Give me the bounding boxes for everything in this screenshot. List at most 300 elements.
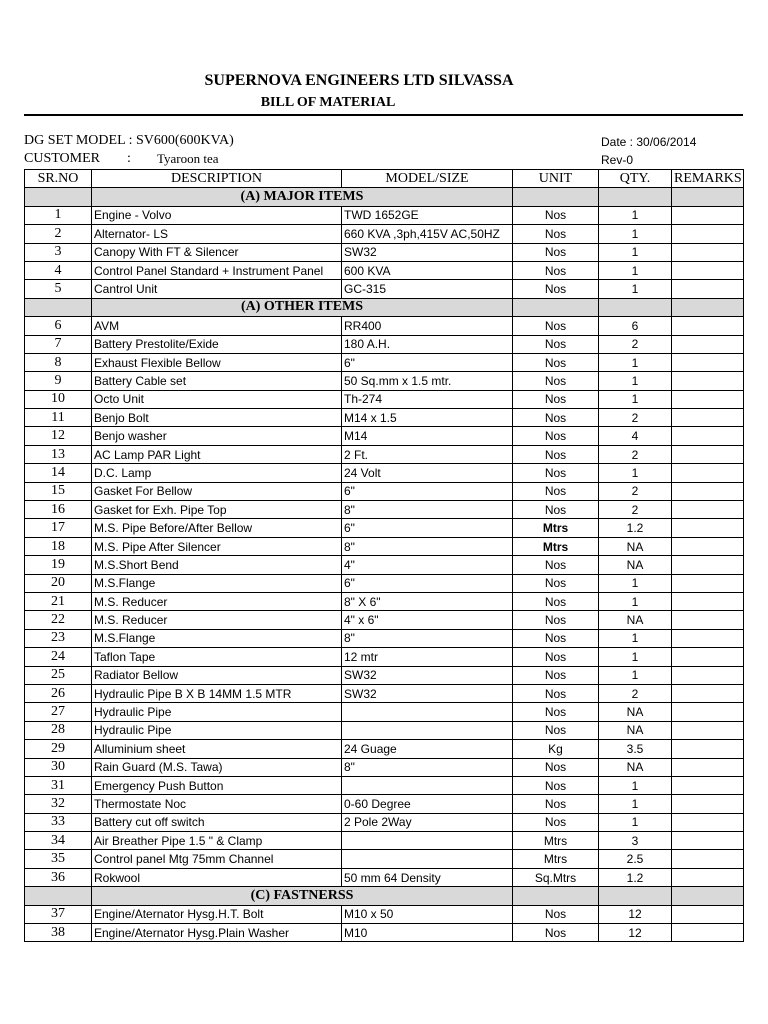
cell-remarks xyxy=(672,574,744,592)
cell-qty: NA xyxy=(599,758,672,776)
cell-srno: 33 xyxy=(25,813,92,831)
section-title: (C) FASTNERSS xyxy=(92,887,513,905)
cell-model-size: Th-274 xyxy=(342,390,513,408)
cell-model-size: M14 xyxy=(342,427,513,445)
cell-qty: 1 xyxy=(599,206,672,224)
cell-description: Benjo Bolt xyxy=(92,409,342,427)
cell-qty: 1 xyxy=(599,261,672,279)
cell-unit: Nos xyxy=(513,684,599,702)
cell-srno: 36 xyxy=(25,868,92,886)
section-srno-cell xyxy=(25,887,92,905)
cell-unit: Nos xyxy=(513,592,599,610)
cell-qty: 2.5 xyxy=(599,850,672,868)
cell-unit: Nos xyxy=(513,574,599,592)
cell-description: M.S.Short Bend xyxy=(92,556,342,574)
customer-line xyxy=(24,151,219,167)
cell-unit: Mtrs xyxy=(513,832,599,850)
cell-model-size: 6" xyxy=(342,353,513,371)
cell-description: Gasket for Exh. Pipe Top xyxy=(92,501,342,519)
cell-model-size xyxy=(342,776,513,794)
section-header-row xyxy=(25,188,744,206)
table-row xyxy=(25,519,744,537)
cell-remarks xyxy=(672,556,744,574)
table-row xyxy=(25,206,744,224)
cell-srno: 10 xyxy=(25,390,92,408)
cell-qty: 1.2 xyxy=(599,519,672,537)
cell-model-size xyxy=(342,721,513,739)
cell-qty: 1 xyxy=(599,629,672,647)
cell-model-size: 8" xyxy=(342,537,513,555)
cell-unit: Nos xyxy=(513,427,599,445)
cell-model-size: M10 x 50 xyxy=(342,905,513,923)
cell-qty: 2 xyxy=(599,482,672,500)
column-header-unit: UNIT xyxy=(513,170,599,188)
cell-model-size: 8" xyxy=(342,758,513,776)
section-srno-cell xyxy=(25,188,92,206)
cell-description: Rain Guard (M.S. Tawa) xyxy=(92,758,342,776)
cell-unit: Nos xyxy=(513,666,599,684)
cell-srno: 3 xyxy=(25,243,92,261)
cell-qty: NA xyxy=(599,721,672,739)
section-filler-cell xyxy=(513,887,599,905)
cell-unit: Nos xyxy=(513,703,599,721)
cell-srno: 11 xyxy=(25,409,92,427)
table-row xyxy=(25,776,744,794)
table-row xyxy=(25,335,744,353)
cell-qty: 1 xyxy=(599,372,672,390)
table-row xyxy=(25,666,744,684)
cell-srno: 38 xyxy=(25,924,92,942)
cell-qty: 1 xyxy=(599,225,672,243)
cell-model-size: RR400 xyxy=(342,317,513,335)
bill-of-material-table xyxy=(24,169,744,942)
cell-qty: 1 xyxy=(599,353,672,371)
cell-description: Emergency Push Button xyxy=(92,776,342,794)
cell-description: Alternator- LS xyxy=(92,225,342,243)
cell-description: Battery cut off switch xyxy=(92,813,342,831)
dg-set-model: DG SET MODEL : SV600(600KVA) xyxy=(24,133,234,148)
cell-unit: Nos xyxy=(513,482,599,500)
cell-remarks xyxy=(672,501,744,519)
cell-description: M.S. Pipe After Silencer xyxy=(92,537,342,555)
cell-remarks xyxy=(672,464,744,482)
cell-model-size xyxy=(342,850,513,868)
cell-description: Rokwool xyxy=(92,868,342,886)
cell-model-size: SW32 xyxy=(342,666,513,684)
section-srno-cell xyxy=(25,298,92,316)
cell-description: Air Breather Pipe 1.5 " & Clamp xyxy=(92,832,342,850)
cell-remarks xyxy=(672,372,744,390)
cell-description: Gasket For Bellow xyxy=(92,482,342,500)
column-header-srno: SR.NO xyxy=(25,170,92,188)
table-row xyxy=(25,611,744,629)
cell-qty: NA xyxy=(599,537,672,555)
cell-description: Alluminium sheet xyxy=(92,740,342,758)
cell-description: Battery Cable set xyxy=(92,372,342,390)
cell-remarks xyxy=(672,648,744,666)
cell-srno: 25 xyxy=(25,666,92,684)
cell-model-size: 4" x 6" xyxy=(342,611,513,629)
table-row xyxy=(25,905,744,923)
cell-remarks xyxy=(672,832,744,850)
table-row xyxy=(25,427,744,445)
cell-remarks xyxy=(672,666,744,684)
company-name: SUPERNOVA ENGINEERS LTD SILVASSA xyxy=(204,72,514,89)
cell-unit: Nos xyxy=(513,280,599,298)
table-row xyxy=(25,721,744,739)
document-date: Date : 30/06/2014 xyxy=(601,135,697,149)
cell-remarks xyxy=(672,850,744,868)
cell-unit: Nos xyxy=(513,905,599,923)
cell-qty: 1 xyxy=(599,464,672,482)
cell-remarks xyxy=(672,206,744,224)
table-row xyxy=(25,390,744,408)
cell-unit: Nos xyxy=(513,501,599,519)
cell-model-size: 180 A.H. xyxy=(342,335,513,353)
table-row xyxy=(25,317,744,335)
cell-model-size: M14 x 1.5 xyxy=(342,409,513,427)
cell-description: M.S. Pipe Before/After Bellow xyxy=(92,519,342,537)
section-filler-cell xyxy=(513,298,599,316)
cell-remarks xyxy=(672,703,744,721)
cell-description: M.S.Flange xyxy=(92,574,342,592)
cell-qty: 1 xyxy=(599,280,672,298)
cell-qty: 1 xyxy=(599,243,672,261)
cell-srno: 7 xyxy=(25,335,92,353)
cell-srno: 19 xyxy=(25,556,92,574)
section-filler-cell xyxy=(599,188,672,206)
section-filler-cell xyxy=(672,887,744,905)
cell-remarks xyxy=(672,482,744,500)
cell-srno: 37 xyxy=(25,905,92,923)
cell-description: M.S.Flange xyxy=(92,629,342,647)
cell-remarks xyxy=(672,684,744,702)
cell-srno: 31 xyxy=(25,776,92,794)
table-row xyxy=(25,832,744,850)
cell-srno: 4 xyxy=(25,261,92,279)
cell-srno: 18 xyxy=(25,537,92,555)
cell-srno: 30 xyxy=(25,758,92,776)
cell-qty: 12 xyxy=(599,924,672,942)
cell-unit: Nos xyxy=(513,409,599,427)
cell-qty: 12 xyxy=(599,905,672,923)
cell-model-size: 24 Volt xyxy=(342,464,513,482)
cell-description: Radiator Bellow xyxy=(92,666,342,684)
cell-qty: 1 xyxy=(599,390,672,408)
table-row xyxy=(25,758,744,776)
table-row xyxy=(25,556,744,574)
cell-unit: Nos xyxy=(513,556,599,574)
cell-description: Benjo washer xyxy=(92,427,342,445)
cell-srno: 8 xyxy=(25,353,92,371)
cell-srno: 28 xyxy=(25,721,92,739)
cell-srno: 16 xyxy=(25,501,92,519)
cell-srno: 13 xyxy=(25,445,92,463)
cell-model-size: 2 Pole 2Way xyxy=(342,813,513,831)
section-filler-cell xyxy=(672,298,744,316)
table-row xyxy=(25,740,744,758)
cell-remarks xyxy=(672,519,744,537)
cell-model-size: 660 KVA ,3ph,415V AC,50HZ xyxy=(342,225,513,243)
cell-unit: Nos xyxy=(513,317,599,335)
cell-description: Control Panel Standard + Instrument Panel xyxy=(92,261,342,279)
cell-unit: Nos xyxy=(513,243,599,261)
cell-unit: Nos xyxy=(513,758,599,776)
cell-qty: 2 xyxy=(599,335,672,353)
cell-model-size: TWD 1652GE xyxy=(342,206,513,224)
cell-model-size: SW32 xyxy=(342,243,513,261)
cell-srno: 20 xyxy=(25,574,92,592)
cell-remarks xyxy=(672,225,744,243)
cell-qty: 1 xyxy=(599,592,672,610)
table-row xyxy=(25,703,744,721)
table-row xyxy=(25,280,744,298)
cell-qty: 6 xyxy=(599,317,672,335)
cell-model-size xyxy=(342,703,513,721)
section-filler-cell xyxy=(513,188,599,206)
cell-unit: Nos xyxy=(513,206,599,224)
cell-model-size: 6" xyxy=(342,574,513,592)
cell-unit: Nos xyxy=(513,445,599,463)
cell-model-size: 24 Guage xyxy=(342,740,513,758)
cell-description: Engine/Aternator Hysg.Plain Washer xyxy=(92,924,342,942)
cell-description: D.C. Lamp xyxy=(92,464,342,482)
cell-remarks xyxy=(672,740,744,758)
cell-unit: Nos xyxy=(513,813,599,831)
cell-qty: 1 xyxy=(599,776,672,794)
cell-unit: Nos xyxy=(513,776,599,794)
table-row xyxy=(25,574,744,592)
cell-qty: 2 xyxy=(599,409,672,427)
section-filler-cell xyxy=(672,188,744,206)
cell-model-size: 8" xyxy=(342,629,513,647)
cell-model-size: GC-315 xyxy=(342,280,513,298)
table-row xyxy=(25,592,744,610)
cell-model-size: M10 xyxy=(342,924,513,942)
cell-srno: 17 xyxy=(25,519,92,537)
cell-qty: 2 xyxy=(599,501,672,519)
table-row xyxy=(25,225,744,243)
cell-unit: Nos xyxy=(513,335,599,353)
cell-model-size: 8" xyxy=(342,501,513,519)
cell-srno: 6 xyxy=(25,317,92,335)
table-row xyxy=(25,850,744,868)
customer-value: Tyaroon tea xyxy=(157,151,219,166)
cell-unit: Mtrs xyxy=(513,850,599,868)
cell-remarks xyxy=(672,611,744,629)
cell-qty: NA xyxy=(599,703,672,721)
cell-description: Hydraulic Pipe xyxy=(92,721,342,739)
cell-srno: 34 xyxy=(25,832,92,850)
cell-description: Control panel Mtg 75mm Channel xyxy=(92,850,342,868)
document-title: BILL OF MATERIAL xyxy=(260,95,396,110)
cell-srno: 21 xyxy=(25,592,92,610)
cell-description: Hydraulic Pipe xyxy=(92,703,342,721)
customer-separator: : xyxy=(127,151,131,166)
cell-model-size: 0-60 Degree xyxy=(342,795,513,813)
cell-model-size: 50 mm 64 Density xyxy=(342,868,513,886)
table-row xyxy=(25,684,744,702)
cell-remarks xyxy=(672,905,744,923)
cell-qty: 1 xyxy=(599,795,672,813)
column-header-description: DESCRIPTION xyxy=(92,170,342,188)
table-row xyxy=(25,795,744,813)
cell-srno: 24 xyxy=(25,648,92,666)
cell-srno: 15 xyxy=(25,482,92,500)
table-row xyxy=(25,261,744,279)
cell-qty: 1.2 xyxy=(599,868,672,886)
cell-unit: Nos xyxy=(513,629,599,647)
table-row xyxy=(25,445,744,463)
cell-qty: 2 xyxy=(599,445,672,463)
cell-model-size: 600 KVA xyxy=(342,261,513,279)
cell-unit: Nos xyxy=(513,611,599,629)
cell-model-size: SW32 xyxy=(342,684,513,702)
table-body xyxy=(25,188,744,942)
column-header-qty: QTY. xyxy=(599,170,672,188)
customer-label: CUSTOMER xyxy=(24,151,100,166)
cell-srno: 22 xyxy=(25,611,92,629)
cell-description: Battery Prestolite/Exide xyxy=(92,335,342,353)
cell-model-size: 50 Sq.mm x 1.5 mtr. xyxy=(342,372,513,390)
cell-model-size: 2 Ft. xyxy=(342,445,513,463)
cell-model-size: 6" xyxy=(342,482,513,500)
cell-remarks xyxy=(672,390,744,408)
cell-remarks xyxy=(672,280,744,298)
cell-description: Hydraulic Pipe B X B 14MM 1.5 MTR xyxy=(92,684,342,702)
cell-description: Exhaust Flexible Bellow xyxy=(92,353,342,371)
cell-qty: 1 xyxy=(599,813,672,831)
cell-description: M.S. Reducer xyxy=(92,611,342,629)
cell-remarks xyxy=(672,427,744,445)
section-header-row xyxy=(25,887,744,905)
table-row xyxy=(25,372,744,390)
cell-unit: Nos xyxy=(513,795,599,813)
cell-description: Canopy With FT & Silencer xyxy=(92,243,342,261)
cell-srno: 9 xyxy=(25,372,92,390)
cell-unit: Nos xyxy=(513,390,599,408)
cell-description: Engine/Aternator Hysg.H.T. Bolt xyxy=(92,905,342,923)
section-header-row xyxy=(25,298,744,316)
cell-remarks xyxy=(672,335,744,353)
cell-remarks xyxy=(672,868,744,886)
cell-qty: 4 xyxy=(599,427,672,445)
cell-remarks xyxy=(672,813,744,831)
table-row xyxy=(25,243,744,261)
cell-unit: Kg xyxy=(513,740,599,758)
cell-unit: Nos xyxy=(513,372,599,390)
cell-srno: 35 xyxy=(25,850,92,868)
cell-remarks xyxy=(672,924,744,942)
cell-unit: Mtrs xyxy=(513,537,599,555)
table-row xyxy=(25,868,744,886)
cell-remarks xyxy=(672,776,744,794)
section-filler-cell xyxy=(599,887,672,905)
cell-qty: 1 xyxy=(599,574,672,592)
table-row xyxy=(25,924,744,942)
cell-model-size: 6" xyxy=(342,519,513,537)
table-row xyxy=(25,501,744,519)
cell-unit: Nos xyxy=(513,464,599,482)
cell-remarks xyxy=(672,445,744,463)
cell-remarks xyxy=(672,537,744,555)
cell-unit: Sq.Mtrs xyxy=(513,868,599,886)
cell-remarks xyxy=(672,758,744,776)
cell-srno: 26 xyxy=(25,684,92,702)
cell-srno: 27 xyxy=(25,703,92,721)
column-header-remarks: REMARKS xyxy=(672,170,744,188)
cell-description: Cantrol Unit xyxy=(92,280,342,298)
cell-model-size xyxy=(342,832,513,850)
cell-unit: Mtrs xyxy=(513,519,599,537)
table-row xyxy=(25,464,744,482)
table-row xyxy=(25,648,744,666)
cell-remarks xyxy=(672,409,744,427)
cell-qty: 3.5 xyxy=(599,740,672,758)
cell-description: Taflon Tape xyxy=(92,648,342,666)
table-row xyxy=(25,409,744,427)
cell-remarks xyxy=(672,629,744,647)
column-header-model-size: MODEL/SIZE xyxy=(342,170,513,188)
cell-remarks xyxy=(672,261,744,279)
cell-qty: NA xyxy=(599,611,672,629)
cell-remarks xyxy=(672,243,744,261)
revision: Rev-0 xyxy=(601,153,634,167)
cell-srno: 12 xyxy=(25,427,92,445)
table-header-row xyxy=(25,170,744,188)
cell-description: M.S. Reducer xyxy=(92,592,342,610)
section-title: (A) OTHER ITEMS xyxy=(92,298,513,316)
cell-srno: 1 xyxy=(25,206,92,224)
cell-remarks xyxy=(672,592,744,610)
cell-model-size: 8" X 6" xyxy=(342,592,513,610)
cell-remarks xyxy=(672,795,744,813)
cell-unit: Nos xyxy=(513,648,599,666)
cell-unit: Nos xyxy=(513,225,599,243)
cell-unit: Nos xyxy=(513,721,599,739)
cell-qty: 2 xyxy=(599,684,672,702)
cell-model-size: 4" xyxy=(342,556,513,574)
table-row xyxy=(25,813,744,831)
cell-description: AVM xyxy=(92,317,342,335)
cell-srno: 5 xyxy=(25,280,92,298)
cell-qty: NA xyxy=(599,556,672,574)
section-filler-cell xyxy=(599,298,672,316)
cell-qty: 1 xyxy=(599,648,672,666)
cell-srno: 29 xyxy=(25,740,92,758)
cell-remarks xyxy=(672,317,744,335)
cell-srno: 32 xyxy=(25,795,92,813)
cell-qty: 3 xyxy=(599,832,672,850)
cell-model-size: 12 mtr xyxy=(342,648,513,666)
cell-description: Thermostate Noc xyxy=(92,795,342,813)
cell-qty: 1 xyxy=(599,666,672,684)
table-row xyxy=(25,537,744,555)
table-row xyxy=(25,353,744,371)
cell-description: Octo Unit xyxy=(92,390,342,408)
cell-srno: 23 xyxy=(25,629,92,647)
section-title: (A) MAJOR ITEMS xyxy=(92,188,513,206)
header-rule xyxy=(24,114,743,116)
cell-description: Engine - Volvo xyxy=(92,206,342,224)
cell-unit: Nos xyxy=(513,261,599,279)
cell-srno: 14 xyxy=(25,464,92,482)
table-row xyxy=(25,629,744,647)
table-row xyxy=(25,482,744,500)
cell-remarks xyxy=(672,721,744,739)
cell-unit: Nos xyxy=(513,353,599,371)
cell-remarks xyxy=(672,353,744,371)
